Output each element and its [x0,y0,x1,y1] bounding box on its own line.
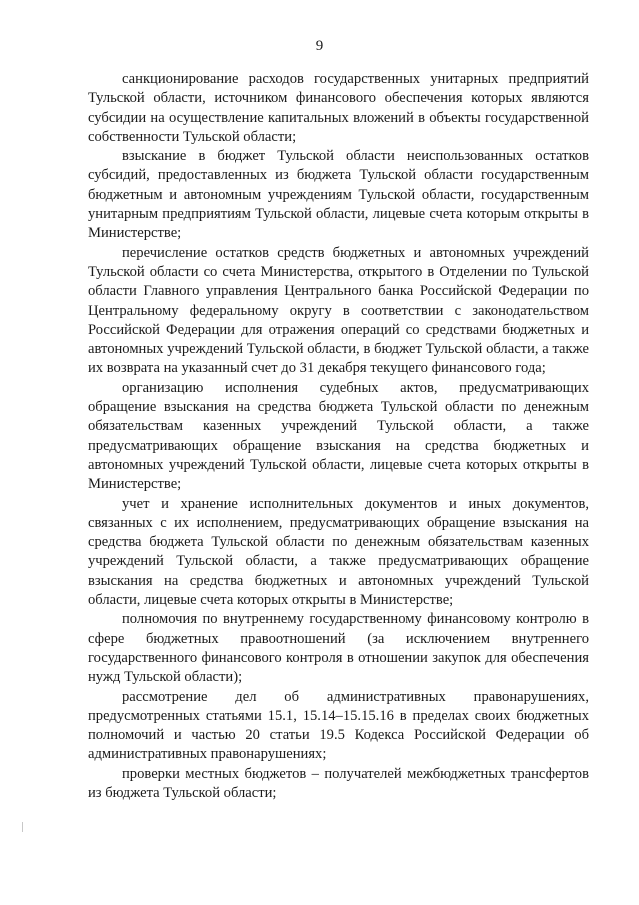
paragraph-court-acts-execution: организацию исполнения судебных актов, предусматривающих обращение взыскания на средства бюджета Тульской области по денежным обязательствам казенных учреждений Тульской области, а также предусматривающих обращение взыскания на средства бюджетных и автономных учреждений Тульской области, лицевые счета которых открыты в Министерстве; [88,379,589,493]
scan-margin-mark [22,822,23,832]
paragraph-internal-financial-control: полномочия по внутреннему государственному финансовому контролю в сфере бюджетных правоотношений (за исключением внутреннего государственного финансового контроля в отношении закупок для обеспечения нужд Тульской области); [88,611,589,686]
document-body [88,70,589,803]
paragraph-local-budget-audits: проверки местных бюджетов – получателей межбюджетных трансфертов из бюджета Тульской области; [88,765,589,801]
paragraph-funds-transfer: перечисление остатков средств бюджетных и автономных учреждений Тульской области со счета Министерства, открытого в Отделении по Тульской области Главного управления Центрального банка Российской Федерации по Центральному федеральному округу в соответствии с законодательством Российской Федерации для отражения операций со средствами бюджетных и автономных учреждений Тульской области, в бюджет Тульской области, а также их возврата на указанный счет до 31 декабря текущего финансового года; [88,244,589,377]
paragraph-unused-subsidy-recovery: взыскание в бюджет Тульской области неиспользованных остатков субсидий, предоставленных из бюджета Тульской области государственным бюджетным и автономным учреждениям Тульской области, государственным унитарным предприятиям Тульской области, лицевые счета которым открыты в Министерстве; [88,148,589,242]
paragraph-administrative-offenses: рассмотрение дел об административных правонарушениях, предусмотренных статьями 15.1, 15.14–15.15.16 в пределах своих бюджетных полномочий и частью 20 статьи 19.5 Кодекса Российской Федерации об административных правонарушениях; [88,688,589,763]
paragraph-enforcement-documents-storage: учет и хранение исполнительных документов и иных документов, связанных с их исполнением, предусматривающих обращение взыскания на средства бюджета Тульской области по денежным обязательствам казенных учреждений Тульской области, а также предусматривающих обращение взыскания на средства бюджетных и автономных учреждений Тульской области, лицевые счета которых открыты в Министерстве; [88,495,589,609]
paragraph-budget-expenditure-authorization: санкционирование расходов государственных унитарных предприятий Тульской области, источником финансового обеспечения которых являются субсидии на осуществление капитальных вложений в объекты государственной собственности Тульской области; [88,71,589,145]
page-number: 9 [315,38,324,54]
